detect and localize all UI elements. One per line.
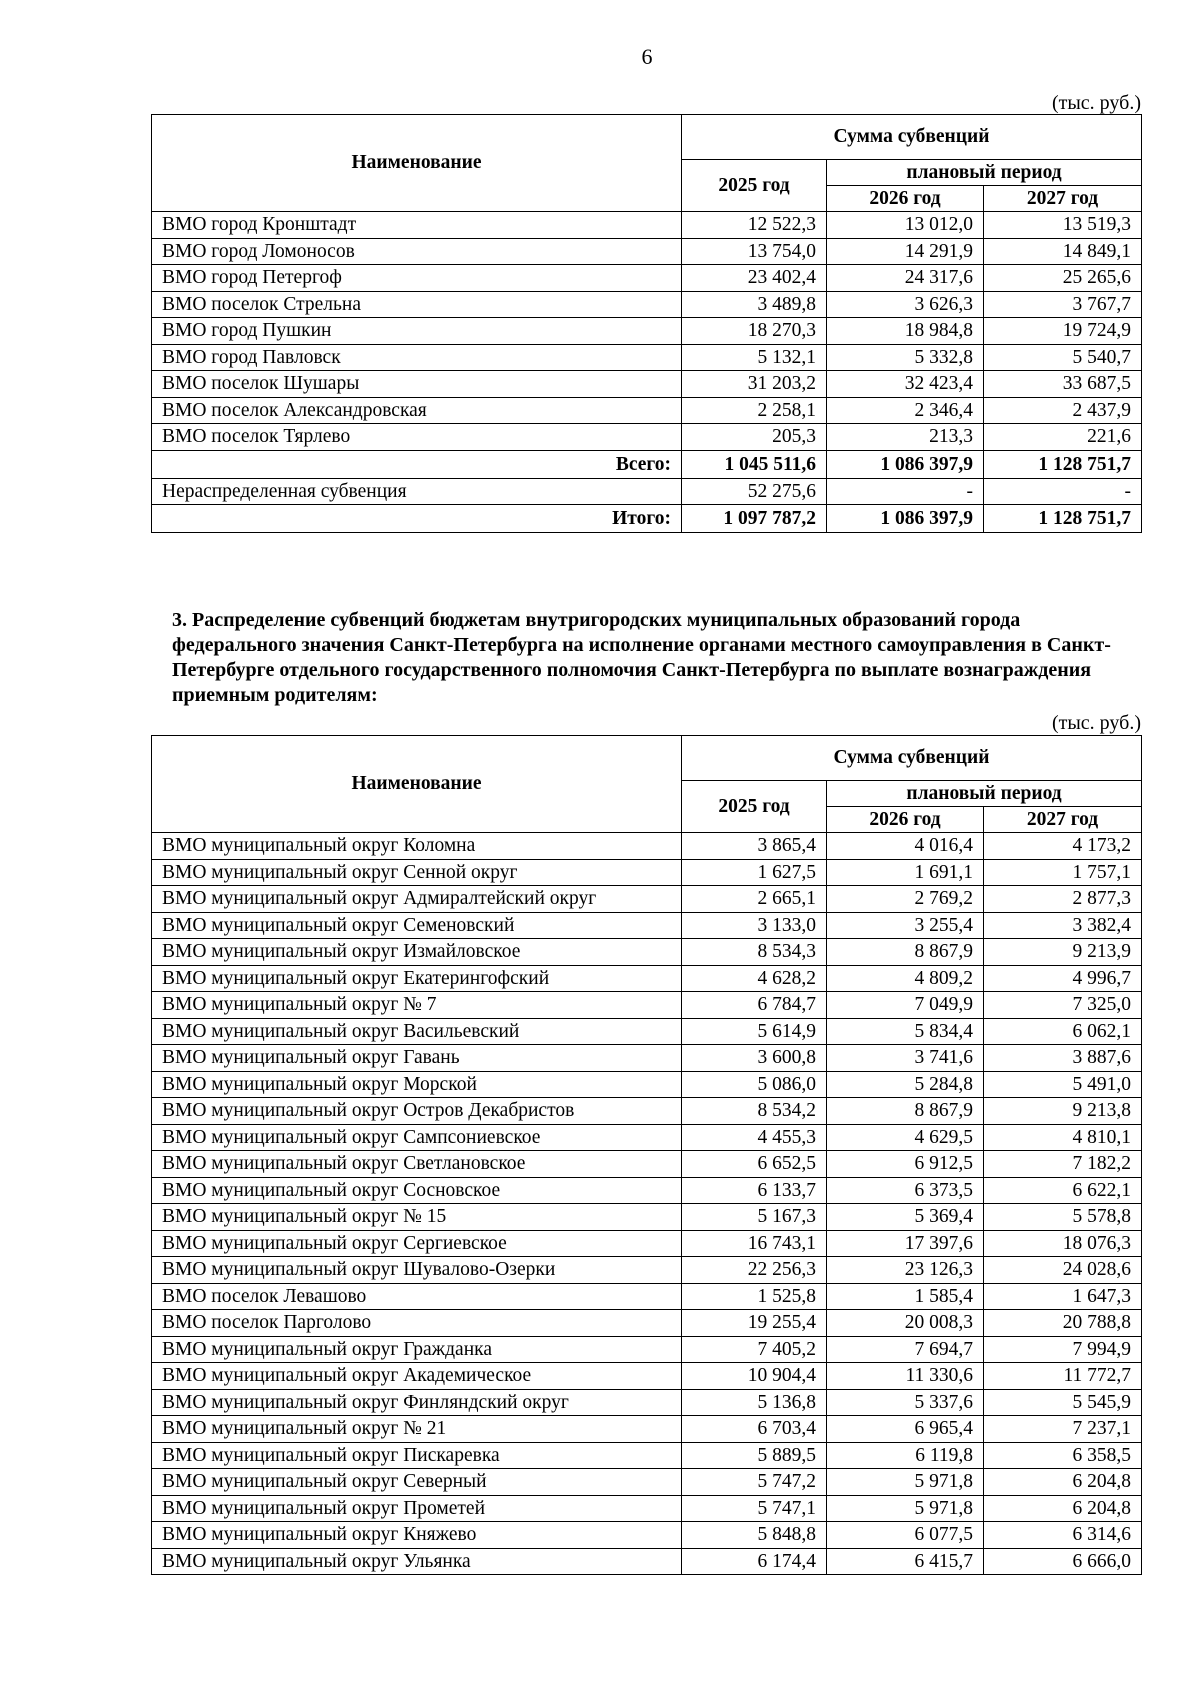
row-value-cell: 6 204,8 bbox=[984, 1495, 1142, 1522]
row-value-cell: 7 049,9 bbox=[827, 992, 984, 1019]
row-value-cell: 5 086,0 bbox=[682, 1071, 827, 1098]
row-name-cell: ВМО муниципальный округ № 15 bbox=[152, 1204, 682, 1231]
row-value-cell: 1 525,8 bbox=[682, 1283, 827, 1310]
row-value-cell: 9 213,9 bbox=[984, 939, 1142, 966]
row-value-cell: 5 834,4 bbox=[827, 1018, 984, 1045]
row-name-cell: ВМО муниципальный округ Шувалово-Озерки bbox=[152, 1257, 682, 1284]
row-value-cell: 22 256,3 bbox=[682, 1257, 827, 1284]
table-subventions-1 bbox=[151, 114, 1142, 533]
row-value-cell: 6 622,1 bbox=[984, 1177, 1142, 1204]
row-name-cell: ВМО поселок Парголово bbox=[152, 1310, 682, 1337]
row-value-cell: 5 747,2 bbox=[682, 1469, 827, 1496]
total-value: 1 086 397,9 bbox=[827, 450, 984, 478]
row-value-cell: 3 865,4 bbox=[682, 833, 827, 860]
unallocated-value: - bbox=[984, 478, 1142, 505]
row-value-cell: 4 628,2 bbox=[682, 965, 827, 992]
row-value-cell: 3 255,4 bbox=[827, 912, 984, 939]
row-value-cell: 7 405,2 bbox=[682, 1336, 827, 1363]
header-planned-period: плановый период bbox=[827, 781, 1142, 807]
row-name-cell: ВМО город Ломоносов bbox=[152, 238, 682, 265]
row-name-cell: ВМО муниципальный округ Прометей bbox=[152, 1495, 682, 1522]
table-row bbox=[152, 1363, 1142, 1390]
row-value-cell: 20 008,3 bbox=[827, 1310, 984, 1337]
row-value-cell: 5 167,3 bbox=[682, 1204, 827, 1231]
row-value-cell: 14 291,9 bbox=[827, 238, 984, 265]
row-name-cell: ВМО муниципальный округ Княжево bbox=[152, 1522, 682, 1549]
row-value-cell: 3 741,6 bbox=[827, 1045, 984, 1072]
row-value-cell: 3 600,8 bbox=[682, 1045, 827, 1072]
row-name-cell: ВМО город Пушкин bbox=[152, 318, 682, 345]
row-value-cell: 6 133,7 bbox=[682, 1177, 827, 1204]
row-value-cell: 6 174,4 bbox=[682, 1548, 827, 1575]
header-year-2: 2026 год bbox=[827, 186, 984, 212]
total-value: 1 128 751,7 bbox=[984, 450, 1142, 478]
table-row bbox=[152, 1495, 1142, 1522]
row-value-cell: 4 629,5 bbox=[827, 1124, 984, 1151]
row-value-cell: 24 028,6 bbox=[984, 1257, 1142, 1284]
row-value-cell: 9 213,8 bbox=[984, 1098, 1142, 1125]
table-row bbox=[152, 291, 1142, 318]
table-row bbox=[152, 992, 1142, 1019]
row-value-cell: 4 173,2 bbox=[984, 833, 1142, 860]
row-value-cell: 5 491,0 bbox=[984, 1071, 1142, 1098]
row-name-cell: ВМО муниципальный округ Академическое bbox=[152, 1363, 682, 1390]
table-row bbox=[152, 265, 1142, 292]
row-name-cell: ВМО город Павловск bbox=[152, 344, 682, 371]
row-value-cell: 5 614,9 bbox=[682, 1018, 827, 1045]
table1-footer bbox=[152, 450, 1142, 533]
header-planned-period: плановый период bbox=[827, 160, 1142, 186]
row-name-cell: ВМО поселок Тярлево bbox=[152, 424, 682, 451]
table2-body bbox=[152, 833, 1142, 1575]
row-value-cell: 221,6 bbox=[984, 424, 1142, 451]
row-name-cell: ВМО муниципальный округ Сенной округ bbox=[152, 859, 682, 886]
row-name-cell: ВМО поселок Левашово bbox=[152, 1283, 682, 1310]
row-name-cell: ВМО муниципальный округ Ульянка bbox=[152, 1548, 682, 1575]
row-value-cell: 4 810,1 bbox=[984, 1124, 1142, 1151]
table-row bbox=[152, 886, 1142, 913]
header-name: Наименование bbox=[152, 115, 682, 212]
row-name-cell: ВМО муниципальный округ № 7 bbox=[152, 992, 682, 1019]
row-value-cell: 6 784,7 bbox=[682, 992, 827, 1019]
row-value-cell: 6 358,5 bbox=[984, 1442, 1142, 1469]
row-value-cell: 2 258,1 bbox=[682, 397, 827, 424]
row-value-cell: 6 062,1 bbox=[984, 1018, 1142, 1045]
row-value-cell: 33 687,5 bbox=[984, 371, 1142, 398]
row-value-cell: 2 769,2 bbox=[827, 886, 984, 913]
total-label: Всего: bbox=[152, 450, 682, 478]
row-value-cell: 31 203,2 bbox=[682, 371, 827, 398]
row-value-cell: 4 455,3 bbox=[682, 1124, 827, 1151]
row-value-cell: 13 754,0 bbox=[682, 238, 827, 265]
table-row bbox=[152, 1204, 1142, 1231]
row-value-cell: 6 314,6 bbox=[984, 1522, 1142, 1549]
row-value-cell: 7 325,0 bbox=[984, 992, 1142, 1019]
grand-total-value: 1 097 787,2 bbox=[682, 505, 827, 533]
row-value-cell: 213,3 bbox=[827, 424, 984, 451]
row-value-cell: 19 255,4 bbox=[682, 1310, 827, 1337]
table-row bbox=[152, 1389, 1142, 1416]
page-number: 6 bbox=[641, 44, 653, 69]
table-row bbox=[152, 965, 1142, 992]
row-value-cell: 3 626,3 bbox=[827, 291, 984, 318]
header-sum: Сумма субвенций bbox=[682, 736, 1142, 781]
table2-unit-label: (тыс. руб.) bbox=[1051, 712, 1141, 734]
row-value-cell: 6 373,5 bbox=[827, 1177, 984, 1204]
header-year-current: 2025 год bbox=[682, 160, 827, 212]
row-value-cell: 2 346,4 bbox=[827, 397, 984, 424]
row-value-cell: 18 076,3 bbox=[984, 1230, 1142, 1257]
row-value-cell: 3 767,7 bbox=[984, 291, 1142, 318]
unallocated-row bbox=[152, 478, 1142, 505]
row-value-cell: 23 402,4 bbox=[682, 265, 827, 292]
row-name-cell: ВМО муниципальный округ Сосновское bbox=[152, 1177, 682, 1204]
table-row bbox=[152, 318, 1142, 345]
row-value-cell: 1 757,1 bbox=[984, 859, 1142, 886]
table-subventions-2 bbox=[151, 735, 1142, 1575]
row-value-cell: 10 904,4 bbox=[682, 1363, 827, 1390]
row-name-cell: ВМО муниципальный округ Остров Декабристов bbox=[152, 1098, 682, 1125]
row-value-cell: 1 691,1 bbox=[827, 859, 984, 886]
unallocated-label: Нераспределенная субвенция bbox=[152, 478, 682, 505]
row-name-cell: ВМО поселок Шушары bbox=[152, 371, 682, 398]
table-row bbox=[152, 1336, 1142, 1363]
row-name-cell: ВМО муниципальный округ Измайловское bbox=[152, 939, 682, 966]
table-row bbox=[152, 371, 1142, 398]
row-value-cell: 8 867,9 bbox=[827, 939, 984, 966]
header-year-3: 2027 год bbox=[984, 186, 1142, 212]
table-row bbox=[152, 1071, 1142, 1098]
row-name-cell: ВМО город Кронштадт bbox=[152, 212, 682, 239]
row-value-cell: 2 665,1 bbox=[682, 886, 827, 913]
grand-total-row bbox=[152, 505, 1142, 533]
row-value-cell: 19 724,9 bbox=[984, 318, 1142, 345]
header-sum: Сумма субвенций bbox=[682, 115, 1142, 160]
row-value-cell: 5 540,7 bbox=[984, 344, 1142, 371]
table-row bbox=[152, 1522, 1142, 1549]
header-year-3: 2027 год bbox=[984, 807, 1142, 833]
row-name-cell: ВМО муниципальный округ Сергиевское bbox=[152, 1230, 682, 1257]
table-row bbox=[152, 1469, 1142, 1496]
row-value-cell: 6 703,4 bbox=[682, 1416, 827, 1443]
row-value-cell: 24 317,6 bbox=[827, 265, 984, 292]
table-row bbox=[152, 397, 1142, 424]
row-name-cell: ВМО муниципальный округ Морской bbox=[152, 1071, 682, 1098]
row-value-cell: 6 666,0 bbox=[984, 1548, 1142, 1575]
row-value-cell: 14 849,1 bbox=[984, 238, 1142, 265]
row-value-cell: 5 578,8 bbox=[984, 1204, 1142, 1231]
row-value-cell: 5 369,4 bbox=[827, 1204, 984, 1231]
row-value-cell: 8 534,2 bbox=[682, 1098, 827, 1125]
table-row bbox=[152, 1416, 1142, 1443]
row-value-cell: 12 522,3 bbox=[682, 212, 827, 239]
row-value-cell: 3 489,8 bbox=[682, 291, 827, 318]
row-value-cell: 3 887,6 bbox=[984, 1045, 1142, 1072]
row-value-cell: 6 119,8 bbox=[827, 1442, 984, 1469]
row-value-cell: 7 694,7 bbox=[827, 1336, 984, 1363]
unallocated-value: - bbox=[827, 478, 984, 505]
table-row bbox=[152, 1045, 1142, 1072]
row-value-cell: 25 265,6 bbox=[984, 265, 1142, 292]
row-name-cell: ВМО город Петергоф bbox=[152, 265, 682, 292]
grand-total-value: 1 128 751,7 bbox=[984, 505, 1142, 533]
table-row bbox=[152, 1442, 1142, 1469]
row-value-cell: 18 270,3 bbox=[682, 318, 827, 345]
row-value-cell: 1 647,3 bbox=[984, 1283, 1142, 1310]
unallocated-value: 52 275,6 bbox=[682, 478, 827, 505]
row-value-cell: 11 330,6 bbox=[827, 1363, 984, 1390]
table-row bbox=[152, 1124, 1142, 1151]
row-value-cell: 8 534,3 bbox=[682, 939, 827, 966]
row-value-cell: 32 423,4 bbox=[827, 371, 984, 398]
row-value-cell: 205,3 bbox=[682, 424, 827, 451]
table-row bbox=[152, 238, 1142, 265]
row-value-cell: 3 133,0 bbox=[682, 912, 827, 939]
table1-unit-label: (тыс. руб.) bbox=[1051, 92, 1141, 114]
grand-total-label: Итого: bbox=[152, 505, 682, 533]
table-row bbox=[152, 1177, 1142, 1204]
table-row bbox=[152, 1151, 1142, 1178]
table-row bbox=[152, 1230, 1142, 1257]
table-row bbox=[152, 1283, 1142, 1310]
row-value-cell: 2 437,9 bbox=[984, 397, 1142, 424]
row-value-cell: 7 182,2 bbox=[984, 1151, 1142, 1178]
table-row bbox=[152, 424, 1142, 451]
row-value-cell: 5 136,8 bbox=[682, 1389, 827, 1416]
row-value-cell: 11 772,7 bbox=[984, 1363, 1142, 1390]
row-value-cell: 6 652,5 bbox=[682, 1151, 827, 1178]
header-year-2: 2026 год bbox=[827, 807, 984, 833]
row-value-cell: 4 016,4 bbox=[827, 833, 984, 860]
section-3-heading: 3. Распределение субвенций бюджетам внутригородских муниципальных образований города федерального значения Санкт-Петербурга на исполнение органами местного самоуправления в Санкт-Петербурге отдельного государственного полномочия Санкт-Петербурга по выплате вознаграждения приемным родителям: bbox=[172, 609, 1111, 706]
row-name-cell: ВМО муниципальный округ Екатерингофский bbox=[152, 965, 682, 992]
table-row bbox=[152, 1018, 1142, 1045]
row-value-cell: 5 971,8 bbox=[827, 1469, 984, 1496]
row-value-cell: 3 382,4 bbox=[984, 912, 1142, 939]
row-value-cell: 7 237,1 bbox=[984, 1416, 1142, 1443]
row-name-cell: ВМО муниципальный округ № 21 bbox=[152, 1416, 682, 1443]
row-value-cell: 23 126,3 bbox=[827, 1257, 984, 1284]
row-value-cell: 5 132,1 bbox=[682, 344, 827, 371]
row-value-cell: 5 889,5 bbox=[682, 1442, 827, 1469]
row-value-cell: 6 204,8 bbox=[984, 1469, 1142, 1496]
header-name: Наименование bbox=[152, 736, 682, 833]
row-value-cell: 6 912,5 bbox=[827, 1151, 984, 1178]
table-row bbox=[152, 1257, 1142, 1284]
row-value-cell: 5 284,8 bbox=[827, 1071, 984, 1098]
row-value-cell: 18 984,8 bbox=[827, 318, 984, 345]
table-row bbox=[152, 344, 1142, 371]
table-row bbox=[152, 859, 1142, 886]
row-name-cell: ВМО поселок Стрельна bbox=[152, 291, 682, 318]
row-name-cell: ВМО муниципальный округ Северный bbox=[152, 1469, 682, 1496]
row-value-cell: 5 747,1 bbox=[682, 1495, 827, 1522]
table-row bbox=[152, 1310, 1142, 1337]
row-name-cell: ВМО муниципальный округ Светлановское bbox=[152, 1151, 682, 1178]
row-value-cell: 5 332,8 bbox=[827, 344, 984, 371]
row-value-cell: 5 337,6 bbox=[827, 1389, 984, 1416]
row-value-cell: 5 971,8 bbox=[827, 1495, 984, 1522]
row-value-cell: 1 627,5 bbox=[682, 859, 827, 886]
row-name-cell: ВМО поселок Александровская bbox=[152, 397, 682, 424]
table-row bbox=[152, 212, 1142, 239]
table-row bbox=[152, 939, 1142, 966]
grand-total-value: 1 086 397,9 bbox=[827, 505, 984, 533]
row-value-cell: 16 743,1 bbox=[682, 1230, 827, 1257]
row-value-cell: 13 012,0 bbox=[827, 212, 984, 239]
row-name-cell: ВМО муниципальный округ Васильевский bbox=[152, 1018, 682, 1045]
table-row bbox=[152, 833, 1142, 860]
table-row bbox=[152, 1548, 1142, 1575]
row-name-cell: ВМО муниципальный округ Адмиралтейский округ bbox=[152, 886, 682, 913]
row-value-cell: 2 877,3 bbox=[984, 886, 1142, 913]
total-row bbox=[152, 450, 1142, 478]
row-value-cell: 6 965,4 bbox=[827, 1416, 984, 1443]
table-row bbox=[152, 912, 1142, 939]
header-year-current: 2025 год bbox=[682, 781, 827, 833]
row-value-cell: 6 077,5 bbox=[827, 1522, 984, 1549]
row-value-cell: 7 994,9 bbox=[984, 1336, 1142, 1363]
row-value-cell: 5 545,9 bbox=[984, 1389, 1142, 1416]
row-name-cell: ВМО муниципальный округ Финляндский округ bbox=[152, 1389, 682, 1416]
row-value-cell: 1 585,4 bbox=[827, 1283, 984, 1310]
row-value-cell: 6 415,7 bbox=[827, 1548, 984, 1575]
row-name-cell: ВМО муниципальный округ Коломна bbox=[152, 833, 682, 860]
row-value-cell: 4 996,7 bbox=[984, 965, 1142, 992]
row-value-cell: 8 867,9 bbox=[827, 1098, 984, 1125]
total-value: 1 045 511,6 bbox=[682, 450, 827, 478]
table1-body bbox=[152, 212, 1142, 451]
row-name-cell: ВМО муниципальный округ Гавань bbox=[152, 1045, 682, 1072]
row-name-cell: ВМО муниципальный округ Сампсониевское bbox=[152, 1124, 682, 1151]
row-name-cell: ВМО муниципальный округ Пискаревка bbox=[152, 1442, 682, 1469]
row-value-cell: 13 519,3 bbox=[984, 212, 1142, 239]
row-value-cell: 17 397,6 bbox=[827, 1230, 984, 1257]
row-value-cell: 5 848,8 bbox=[682, 1522, 827, 1549]
row-value-cell: 20 788,8 bbox=[984, 1310, 1142, 1337]
row-value-cell: 4 809,2 bbox=[827, 965, 984, 992]
row-name-cell: ВМО муниципальный округ Гражданка bbox=[152, 1336, 682, 1363]
table-row bbox=[152, 1098, 1142, 1125]
row-name-cell: ВМО муниципальный округ Семеновский bbox=[152, 912, 682, 939]
